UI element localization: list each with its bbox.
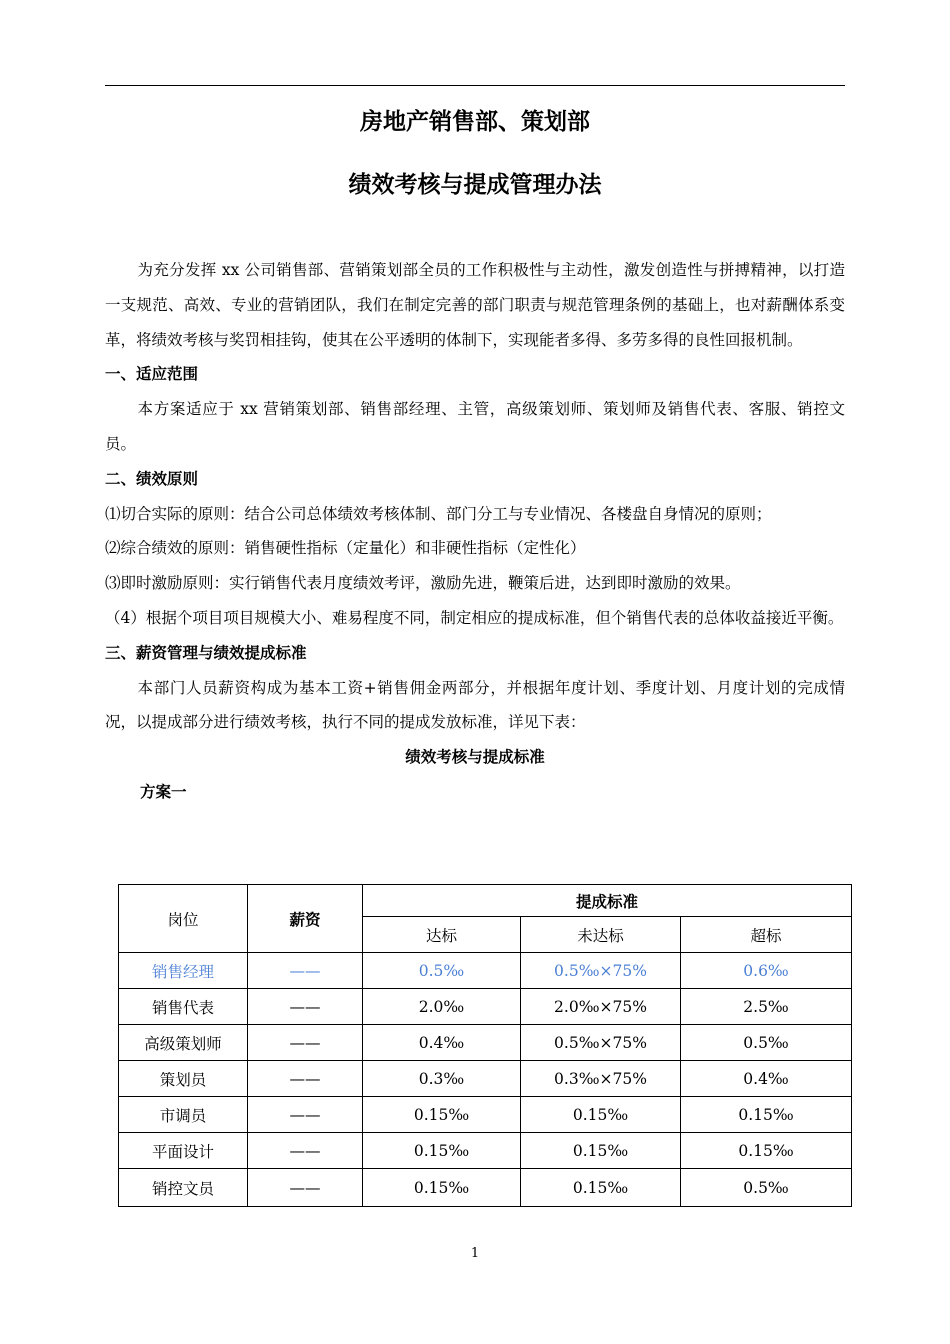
cell-not-met: 0.15‰ — [521, 1133, 681, 1169]
intro-paragraph: 为充分发挥 xx 公司销售部、营销策划部全员的工作积极性与主动性，激发创造性与拼搏精神，以打造一支规范、高效、专业的营销团队，我们在制定完善的部门职责与规范管理条例的基础上，也对薪酬体系变革，将绩效考核与奖罚相挂钩，使其在公平透明的体制下，实现能者多得、多劳多得的良性回报机制。 — [105, 261, 845, 349]
table-row — [119, 989, 852, 1025]
cell-salary: —— — [248, 953, 363, 989]
header-commission: 提成标准 — [363, 885, 852, 917]
cell-salary: —— — [248, 1169, 363, 1207]
cell-met: 0.3‰ — [363, 1061, 521, 1097]
cell-exceeded: 0.15‰ — [681, 1133, 852, 1169]
cell-position: 销售经理 — [119, 953, 248, 989]
cell-salary: —— — [248, 1097, 363, 1133]
cell-position: 销控文员 — [119, 1169, 248, 1207]
cell-not-met: 0.15‰ — [521, 1097, 681, 1133]
cell-not-met: 0.15‰ — [521, 1169, 681, 1207]
cell-met: 0.15‰ — [363, 1097, 521, 1133]
principle-item-3: ⑶即时激励原则：实行销售代表月度绩效考评，激励先进，鞭策后进，达到即时激励的效果。 — [105, 574, 741, 593]
document-title-line1: 房地产销售部、策划部 — [360, 109, 590, 135]
cell-exceeded: 0.5‰ — [681, 1025, 852, 1061]
cell-exceeded: 0.4‰ — [681, 1061, 852, 1097]
header-salary: 薪资 — [248, 885, 363, 953]
header-met: 达标 — [363, 917, 521, 953]
cell-not-met: 2.0‰×75% — [521, 989, 681, 1025]
document-title-line2: 绩效考核与提成管理办法 — [348, 172, 602, 198]
table-header-row — [119, 885, 852, 917]
cell-met: 2.0‰ — [363, 989, 521, 1025]
table-row — [119, 1025, 852, 1061]
table-row — [119, 1061, 852, 1097]
cell-position: 销售代表 — [119, 989, 248, 1025]
cell-met: 0.15‰ — [363, 1169, 521, 1207]
table-caption: 绩效考核与提成标准 — [405, 748, 545, 767]
cell-position: 策划员 — [119, 1061, 248, 1097]
cell-salary: —— — [248, 989, 363, 1025]
page-number: 1 — [470, 1246, 480, 1261]
header-rule — [105, 85, 845, 86]
cell-met: 0.15‰ — [363, 1133, 521, 1169]
cell-not-met: 0.3‰×75% — [521, 1061, 681, 1097]
section2-heading: 二、绩效原则 — [105, 469, 199, 488]
cell-not-met: 0.5‰×75% — [521, 1025, 681, 1061]
cell-salary: —— — [248, 1025, 363, 1061]
cell-exceeded: 0.6‰ — [681, 953, 852, 989]
cell-position: 市调员 — [119, 1097, 248, 1133]
header-position: 岗位 — [119, 885, 248, 953]
cell-salary: —— — [248, 1133, 363, 1169]
cell-salary: —— — [248, 1061, 363, 1097]
cell-exceeded: 2.5‰ — [681, 989, 852, 1025]
section3-heading: 三、薪资管理与绩效提成标准 — [105, 643, 307, 662]
section1-heading: 一、适应范围 — [105, 365, 199, 384]
header-exceeded: 超标 — [681, 917, 852, 953]
table-row — [119, 1133, 852, 1169]
cell-met: 0.4‰ — [363, 1025, 521, 1061]
principle-item-2: ⑵综合绩效的原则：销售硬性指标（定量化）和非硬性指标（定性化） — [105, 539, 586, 558]
cell-not-met: 0.5‰×75% — [521, 953, 681, 989]
cell-exceeded: 0.15‰ — [681, 1097, 852, 1133]
cell-met: 0.5‰ — [363, 953, 521, 989]
commission-table — [118, 884, 852, 1207]
principle-item-1: ⑴切合实际的原则：结合公司总体绩效考核体制、部门分工与专业情况、各楼盘自身情况的原则； — [105, 504, 772, 523]
section3-paragraph: 本部门人员薪资构成为基本工资+销售佣金两部分，并根据年度计划、季度计划、月度计划的完成情况，以提成部分进行绩效考核，执行不同的提成发放标准，详见下表： — [105, 678, 845, 732]
cell-position: 高级策划师 — [119, 1025, 248, 1061]
document-body — [105, 253, 845, 810]
section1-paragraph: 本方案适应于 xx 营销策划部、销售部经理、主管，高级策划师、策划师及销售代表、客服、销控文员。 — [105, 400, 845, 453]
cell-position: 平面设计 — [119, 1133, 248, 1169]
table-row — [119, 953, 852, 989]
cell-exceeded: 0.5‰ — [681, 1169, 852, 1207]
header-not-met: 未达标 — [521, 917, 681, 953]
table-row — [119, 1097, 852, 1133]
principle-item-4: （4）根据个项目项目规模大小、难易程度不同，制定相应的提成标准，但个销售代表的总体收益接近平衡。 — [105, 608, 844, 627]
plan-label: 方案一 — [140, 782, 187, 801]
table-row — [119, 1169, 852, 1207]
